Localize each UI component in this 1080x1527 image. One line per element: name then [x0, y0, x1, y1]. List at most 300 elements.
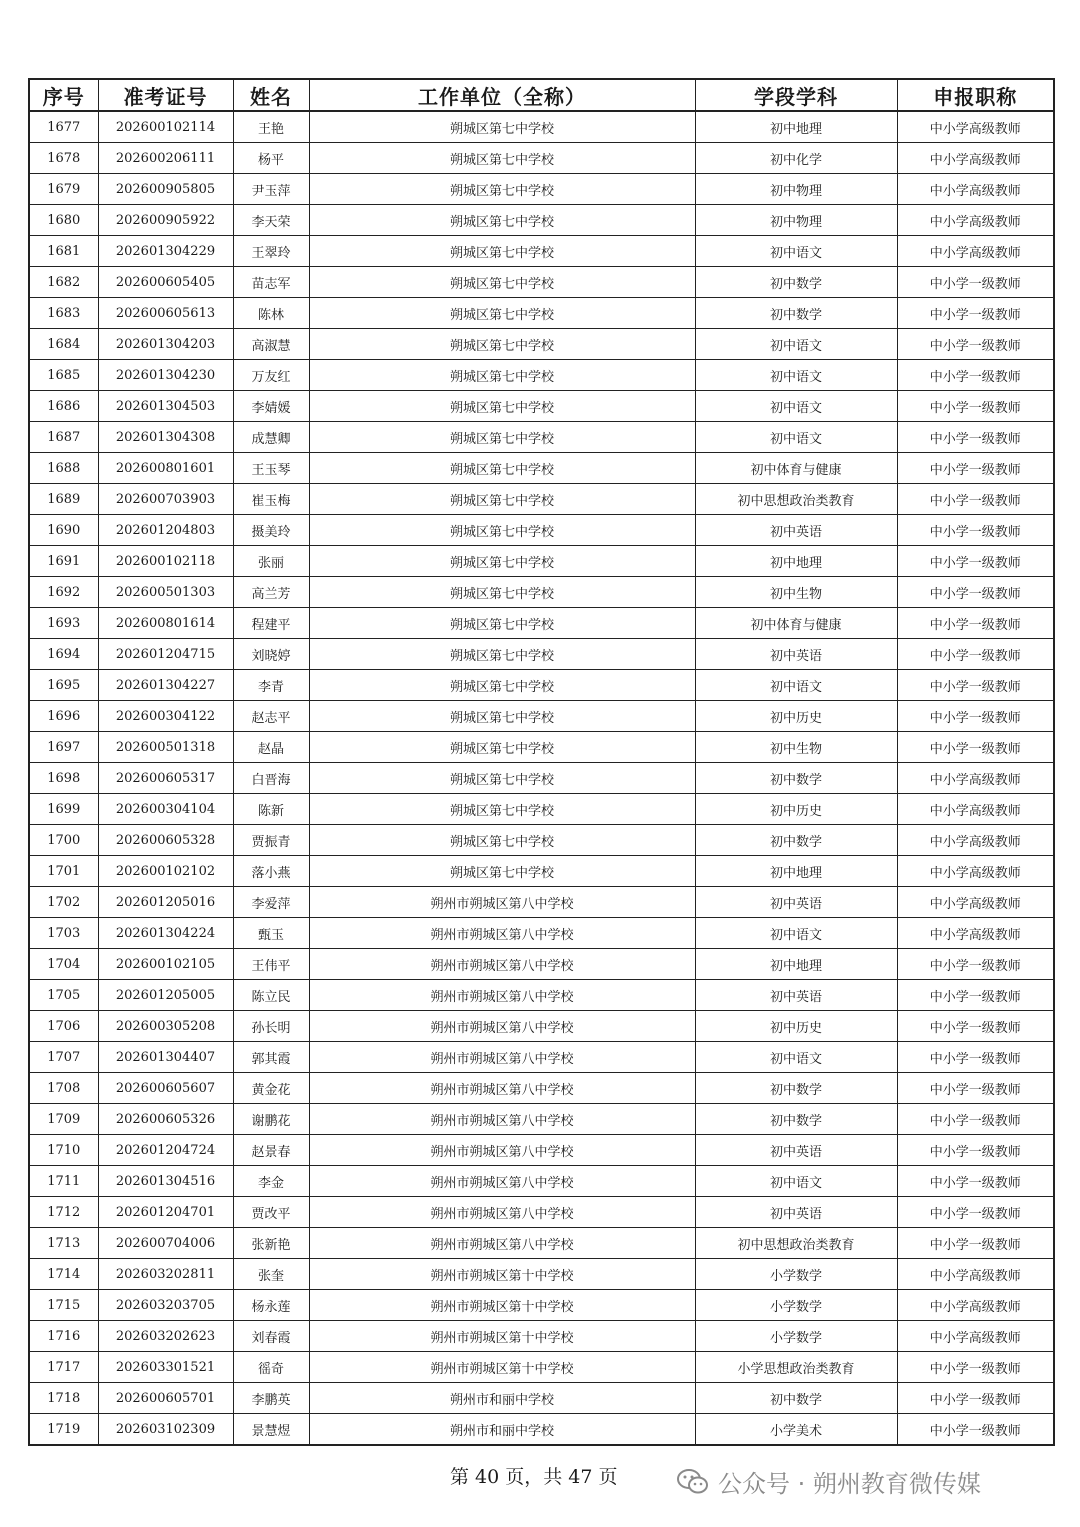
cell-exam-id: 202601304229 [98, 236, 233, 267]
cell-subject: 初中语文 [695, 670, 897, 701]
cell-subject: 初中历史 [695, 794, 897, 825]
cell-title: 中小学一级教师 [897, 608, 1054, 639]
cell-workplace: 朔城区第七中学校 [309, 298, 695, 329]
cell-title: 中小学一级教师 [897, 546, 1054, 577]
col-header-exam-id: 准考证号 [98, 79, 233, 111]
cell-title: 中小学高级教师 [897, 174, 1054, 205]
cell-subject: 初中地理 [695, 111, 897, 143]
cell-exam-id: 202600102114 [98, 111, 233, 143]
cell-index: 1716 [29, 1321, 98, 1352]
cell-title: 中小学一级教师 [897, 267, 1054, 298]
table-row [29, 670, 1054, 701]
cell-index: 1704 [29, 949, 98, 980]
cell-name: 李青 [233, 670, 309, 701]
cell-subject: 初中物理 [695, 205, 897, 236]
cell-subject: 初中语文 [695, 918, 897, 949]
cell-workplace: 朔州市朔城区第十中学校 [309, 1259, 695, 1290]
cell-subject: 初中英语 [695, 515, 897, 546]
cell-exam-id: 202601204724 [98, 1135, 233, 1166]
watermark-text: 公众号 · 朔州教育微传媒 [718, 1470, 981, 1498]
cell-workplace: 朔州市朔城区第八中学校 [309, 1073, 695, 1104]
cell-exam-id: 202601304503 [98, 391, 233, 422]
cell-title: 中小学一级教师 [897, 298, 1054, 329]
cell-exam-id: 202603301521 [98, 1352, 233, 1383]
cell-title: 中小学一级教师 [897, 1228, 1054, 1259]
cell-index: 1681 [29, 236, 98, 267]
cell-title: 中小学高级教师 [897, 205, 1054, 236]
cell-index: 1698 [29, 763, 98, 794]
cell-workplace: 朔州市朔城区第八中学校 [309, 1197, 695, 1228]
cell-subject: 初中语文 [695, 1042, 897, 1073]
table-row [29, 1290, 1054, 1321]
cell-subject: 初中历史 [695, 701, 897, 732]
cell-exam-id: 202600703903 [98, 484, 233, 515]
table-row [29, 143, 1054, 174]
cell-exam-id: 202603102309 [98, 1414, 233, 1446]
cell-workplace: 朔城区第七中学校 [309, 856, 695, 887]
cell-name: 李天荣 [233, 205, 309, 236]
cell-exam-id: 202600501303 [98, 577, 233, 608]
table-row [29, 763, 1054, 794]
cell-index: 1692 [29, 577, 98, 608]
cell-name: 王伟平 [233, 949, 309, 980]
cell-exam-id: 202601304407 [98, 1042, 233, 1073]
table-row [29, 732, 1054, 763]
cell-exam-id: 202601304203 [98, 329, 233, 360]
cell-exam-id: 202600605326 [98, 1104, 233, 1135]
table-row [29, 1073, 1054, 1104]
cell-name: 李婧媛 [233, 391, 309, 422]
cell-exam-id: 202600102102 [98, 856, 233, 887]
cell-index: 1715 [29, 1290, 98, 1321]
cell-subject: 初中英语 [695, 1197, 897, 1228]
table-row [29, 391, 1054, 422]
cell-workplace: 朔城区第七中学校 [309, 515, 695, 546]
cell-workplace: 朔城区第七中学校 [309, 577, 695, 608]
table-row [29, 918, 1054, 949]
cell-title: 中小学高级教师 [897, 918, 1054, 949]
cell-workplace: 朔州市朔城区第八中学校 [309, 1228, 695, 1259]
cell-exam-id: 202600304104 [98, 794, 233, 825]
cell-title: 中小学一级教师 [897, 453, 1054, 484]
cell-title: 中小学一级教师 [897, 1042, 1054, 1073]
cell-index: 1711 [29, 1166, 98, 1197]
table-row [29, 825, 1054, 856]
cell-name: 白晋海 [233, 763, 309, 794]
cell-index: 1712 [29, 1197, 98, 1228]
cell-subject: 初中历史 [695, 1011, 897, 1042]
table-row [29, 267, 1054, 298]
cell-index: 1683 [29, 298, 98, 329]
cell-name: 杨平 [233, 143, 309, 174]
cell-subject: 初中思想政治类教育 [695, 1228, 897, 1259]
cell-subject: 初中生物 [695, 577, 897, 608]
col-header-name: 姓名 [233, 79, 309, 111]
col-header-subject: 学段学科 [695, 79, 897, 111]
cell-workplace: 朔城区第七中学校 [309, 639, 695, 670]
cell-subject: 初中化学 [695, 143, 897, 174]
cell-exam-id: 202601304230 [98, 360, 233, 391]
cell-name: 郭其霞 [233, 1042, 309, 1073]
cell-subject: 初中数学 [695, 763, 897, 794]
wechat-icon [676, 1468, 710, 1496]
cell-workplace: 朔城区第七中学校 [309, 391, 695, 422]
cell-index: 1680 [29, 205, 98, 236]
cell-workplace: 朔城区第七中学校 [309, 143, 695, 174]
table-row [29, 639, 1054, 670]
cell-subject: 初中英语 [695, 1135, 897, 1166]
cell-index: 1685 [29, 360, 98, 391]
cell-name: 万友红 [233, 360, 309, 391]
cell-exam-id: 202600501318 [98, 732, 233, 763]
cell-exam-id: 202600801614 [98, 608, 233, 639]
cell-exam-id: 202600304122 [98, 701, 233, 732]
cell-exam-id: 202600605607 [98, 1073, 233, 1104]
cell-title: 中小学一级教师 [897, 949, 1054, 980]
cell-workplace: 朔州市朔城区第八中学校 [309, 918, 695, 949]
cell-title: 中小学高级教师 [897, 1259, 1054, 1290]
cell-subject: 小学思想政治类教育 [695, 1352, 897, 1383]
cell-name: 崔玉梅 [233, 484, 309, 515]
cell-index: 1717 [29, 1352, 98, 1383]
cell-title: 中小学一级教师 [897, 1197, 1054, 1228]
cell-index: 1702 [29, 887, 98, 918]
cell-workplace: 朔城区第七中学校 [309, 174, 695, 205]
cell-index: 1689 [29, 484, 98, 515]
cell-workplace: 朔州市朔城区第八中学校 [309, 1042, 695, 1073]
cell-name: 摄美玲 [233, 515, 309, 546]
cell-index: 1687 [29, 422, 98, 453]
cell-index: 1700 [29, 825, 98, 856]
table-row [29, 1042, 1054, 1073]
cell-subject: 初中英语 [695, 980, 897, 1011]
cell-exam-id: 202600305208 [98, 1011, 233, 1042]
cell-subject: 初中物理 [695, 174, 897, 205]
cell-name: 陈新 [233, 794, 309, 825]
cell-index: 1709 [29, 1104, 98, 1135]
table-row [29, 484, 1054, 515]
table-row [29, 111, 1054, 143]
cell-exam-id: 202601205016 [98, 887, 233, 918]
cell-workplace: 朔城区第七中学校 [309, 111, 695, 143]
cell-index: 1691 [29, 546, 98, 577]
cell-name: 张奎 [233, 1259, 309, 1290]
cell-title: 中小学一级教师 [897, 1414, 1054, 1446]
cell-title: 中小学一级教师 [897, 980, 1054, 1011]
cell-workplace: 朔州市朔城区第八中学校 [309, 1166, 695, 1197]
cell-subject: 小学数学 [695, 1259, 897, 1290]
table-row [29, 1166, 1054, 1197]
cell-name: 刘晓婷 [233, 639, 309, 670]
table-row [29, 1259, 1054, 1290]
cell-name: 成慧卿 [233, 422, 309, 453]
cell-subject: 初中英语 [695, 639, 897, 670]
cell-exam-id: 202603202811 [98, 1259, 233, 1290]
table-row [29, 794, 1054, 825]
cell-name: 赵志平 [233, 701, 309, 732]
cell-title: 中小学一级教师 [897, 329, 1054, 360]
table-row [29, 1011, 1054, 1042]
cell-workplace: 朔州市和丽中学校 [309, 1414, 695, 1446]
cell-title: 中小学一级教师 [897, 1073, 1054, 1104]
cell-name: 高淑慧 [233, 329, 309, 360]
cell-subject: 小学数学 [695, 1290, 897, 1321]
cell-exam-id: 202600605317 [98, 763, 233, 794]
table-row [29, 701, 1054, 732]
cell-title: 中小学一级教师 [897, 577, 1054, 608]
table-row [29, 205, 1054, 236]
cell-name: 王翠玲 [233, 236, 309, 267]
cell-subject: 小学数学 [695, 1321, 897, 1352]
cell-index: 1684 [29, 329, 98, 360]
cell-workplace: 朔城区第七中学校 [309, 701, 695, 732]
cell-workplace: 朔州市朔城区第八中学校 [309, 1104, 695, 1135]
cell-index: 1701 [29, 856, 98, 887]
cell-subject: 初中语文 [695, 391, 897, 422]
cell-name: 陈立民 [233, 980, 309, 1011]
cell-subject: 初中思想政治类教育 [695, 484, 897, 515]
cell-index: 1693 [29, 608, 98, 639]
cell-subject: 初中英语 [695, 887, 897, 918]
cell-name: 李金 [233, 1166, 309, 1197]
cell-name: 落小燕 [233, 856, 309, 887]
cell-index: 1690 [29, 515, 98, 546]
cell-title: 中小学高级教师 [897, 825, 1054, 856]
col-header-index: 序号 [29, 79, 98, 111]
cell-workplace: 朔州市朔城区第八中学校 [309, 949, 695, 980]
cell-subject: 初中语文 [695, 1166, 897, 1197]
cell-workplace: 朔州市朔城区第十中学校 [309, 1290, 695, 1321]
cell-subject: 初中数学 [695, 267, 897, 298]
cell-index: 1708 [29, 1073, 98, 1104]
cell-title: 中小学高级教师 [897, 143, 1054, 174]
cell-subject: 初中数学 [695, 825, 897, 856]
cell-name: 高兰芳 [233, 577, 309, 608]
cell-exam-id: 202603202623 [98, 1321, 233, 1352]
table-row [29, 298, 1054, 329]
cell-title: 中小学一级教师 [897, 670, 1054, 701]
cell-index: 1703 [29, 918, 98, 949]
cell-exam-id: 202601205005 [98, 980, 233, 1011]
table-body [29, 111, 1054, 1445]
cell-name: 黄金花 [233, 1073, 309, 1104]
cell-workplace: 朔城区第七中学校 [309, 732, 695, 763]
cell-name: 苗志军 [233, 267, 309, 298]
cell-workplace: 朔州市朔城区第八中学校 [309, 887, 695, 918]
cell-index: 1719 [29, 1414, 98, 1446]
cell-subject: 初中生物 [695, 732, 897, 763]
table-row [29, 1135, 1054, 1166]
table-row [29, 1104, 1054, 1135]
roster-table [28, 78, 1055, 1446]
cell-title: 中小学一级教师 [897, 484, 1054, 515]
cell-index: 1699 [29, 794, 98, 825]
cell-subject: 初中地理 [695, 856, 897, 887]
cell-workplace: 朔城区第七中学校 [309, 236, 695, 267]
cell-exam-id: 202601304227 [98, 670, 233, 701]
cell-exam-id: 202603203705 [98, 1290, 233, 1321]
cell-workplace: 朔城区第七中学校 [309, 205, 695, 236]
cell-exam-id: 202600605613 [98, 298, 233, 329]
cell-index: 1705 [29, 980, 98, 1011]
cell-exam-id: 202600704006 [98, 1228, 233, 1259]
cell-subject: 初中数学 [695, 1383, 897, 1414]
cell-exam-id: 202601204715 [98, 639, 233, 670]
cell-title: 中小学高级教师 [897, 794, 1054, 825]
cell-subject: 小学美术 [695, 1414, 897, 1446]
table-row [29, 1383, 1054, 1414]
table-row [29, 608, 1054, 639]
cell-title: 中小学一级教师 [897, 701, 1054, 732]
cell-title: 中小学一级教师 [897, 1011, 1054, 1042]
cell-workplace: 朔城区第七中学校 [309, 484, 695, 515]
cell-exam-id: 202600102105 [98, 949, 233, 980]
cell-name: 谢鹏花 [233, 1104, 309, 1135]
cell-name: 赵景春 [233, 1135, 309, 1166]
table-row [29, 236, 1054, 267]
cell-index: 1686 [29, 391, 98, 422]
cell-name: 张新艳 [233, 1228, 309, 1259]
cell-name: 贾改平 [233, 1197, 309, 1228]
cell-name: 徭奇 [233, 1352, 309, 1383]
cell-workplace: 朔城区第七中学校 [309, 267, 695, 298]
cell-workplace: 朔城区第七中学校 [309, 794, 695, 825]
table-row [29, 360, 1054, 391]
cell-subject: 初中数学 [695, 1073, 897, 1104]
cell-name: 程建平 [233, 608, 309, 639]
cell-index: 1678 [29, 143, 98, 174]
table-row [29, 1321, 1054, 1352]
cell-index: 1696 [29, 701, 98, 732]
cell-workplace: 朔州市朔城区第十中学校 [309, 1352, 695, 1383]
cell-workplace: 朔城区第七中学校 [309, 670, 695, 701]
cell-name: 贾振青 [233, 825, 309, 856]
cell-title: 中小学高级教师 [897, 236, 1054, 267]
cell-name: 刘春霞 [233, 1321, 309, 1352]
cell-exam-id: 202600605701 [98, 1383, 233, 1414]
cell-name: 张丽 [233, 546, 309, 577]
cell-workplace: 朔城区第七中学校 [309, 360, 695, 391]
cell-title: 中小学高级教师 [897, 887, 1054, 918]
table-row [29, 1414, 1054, 1446]
cell-workplace: 朔州市朔城区第八中学校 [309, 1135, 695, 1166]
table-row [29, 453, 1054, 484]
cell-name: 杨永莲 [233, 1290, 309, 1321]
cell-exam-id: 202601204701 [98, 1197, 233, 1228]
cell-title: 中小学一级教师 [897, 1166, 1054, 1197]
cell-workplace: 朔城区第七中学校 [309, 763, 695, 794]
cell-exam-id: 202600605328 [98, 825, 233, 856]
cell-exam-id: 202600801601 [98, 453, 233, 484]
cell-subject: 初中地理 [695, 546, 897, 577]
cell-name: 孙长明 [233, 1011, 309, 1042]
cell-subject: 初中语文 [695, 422, 897, 453]
table-row [29, 1228, 1054, 1259]
table-row [29, 1197, 1054, 1228]
cell-name: 尹玉萍 [233, 174, 309, 205]
cell-name: 赵晶 [233, 732, 309, 763]
cell-index: 1682 [29, 267, 98, 298]
cell-exam-id: 202600905922 [98, 205, 233, 236]
cell-subject: 初中语文 [695, 329, 897, 360]
cell-title: 中小学高级教师 [897, 763, 1054, 794]
cell-name: 甄玉 [233, 918, 309, 949]
cell-workplace: 朔城区第七中学校 [309, 453, 695, 484]
col-header-workplace: 工作单位（全称） [309, 79, 695, 111]
cell-name: 李爱萍 [233, 887, 309, 918]
cell-index: 1694 [29, 639, 98, 670]
cell-exam-id: 202601304308 [98, 422, 233, 453]
table-row [29, 949, 1054, 980]
cell-name: 景慧煜 [233, 1414, 309, 1446]
cell-title: 中小学一级教师 [897, 391, 1054, 422]
cell-workplace: 朔城区第七中学校 [309, 825, 695, 856]
col-header-title: 申报职称 [897, 79, 1054, 111]
cell-subject: 初中体育与健康 [695, 453, 897, 484]
table-header-row [29, 79, 1054, 111]
cell-title: 中小学高级教师 [897, 856, 1054, 887]
cell-name: 王艳 [233, 111, 309, 143]
cell-index: 1706 [29, 1011, 98, 1042]
cell-title: 中小学一级教师 [897, 1352, 1054, 1383]
cell-subject: 初中体育与健康 [695, 608, 897, 639]
cell-workplace: 朔州市朔城区第八中学校 [309, 980, 695, 1011]
cell-exam-id: 202600206111 [98, 143, 233, 174]
cell-subject: 初中数学 [695, 298, 897, 329]
cell-index: 1677 [29, 111, 98, 143]
cell-workplace: 朔州市朔城区第十中学校 [309, 1321, 695, 1352]
cell-subject: 初中语文 [695, 360, 897, 391]
cell-exam-id: 202601204803 [98, 515, 233, 546]
cell-exam-id: 202601304516 [98, 1166, 233, 1197]
cell-title: 中小学一级教师 [897, 360, 1054, 391]
watermark [676, 1464, 981, 1499]
table-row [29, 174, 1054, 205]
cell-exam-id: 202601304224 [98, 918, 233, 949]
cell-workplace: 朔城区第七中学校 [309, 608, 695, 639]
cell-exam-id: 202600102118 [98, 546, 233, 577]
cell-title: 中小学一级教师 [897, 1104, 1054, 1135]
cell-title: 中小学高级教师 [897, 1321, 1054, 1352]
cell-name: 王玉琴 [233, 453, 309, 484]
cell-index: 1697 [29, 732, 98, 763]
cell-title: 中小学一级教师 [897, 639, 1054, 670]
cell-index: 1714 [29, 1259, 98, 1290]
cell-subject: 初中地理 [695, 949, 897, 980]
table-row [29, 422, 1054, 453]
cell-exam-id: 202600605405 [98, 267, 233, 298]
cell-index: 1695 [29, 670, 98, 701]
cell-title: 中小学高级教师 [897, 111, 1054, 143]
cell-title: 中小学一级教师 [897, 422, 1054, 453]
cell-index: 1713 [29, 1228, 98, 1259]
cell-index: 1718 [29, 1383, 98, 1414]
table-row [29, 887, 1054, 918]
cell-workplace: 朔城区第七中学校 [309, 329, 695, 360]
cell-index: 1688 [29, 453, 98, 484]
table-row [29, 329, 1054, 360]
cell-title: 中小学一级教师 [897, 515, 1054, 546]
cell-title: 中小学一级教师 [897, 1135, 1054, 1166]
cell-workplace: 朔州市和丽中学校 [309, 1383, 695, 1414]
table-row [29, 856, 1054, 887]
table-row [29, 1352, 1054, 1383]
cell-index: 1679 [29, 174, 98, 205]
table-row [29, 577, 1054, 608]
cell-subject: 初中数学 [695, 1104, 897, 1135]
table-row [29, 515, 1054, 546]
table-row [29, 980, 1054, 1011]
